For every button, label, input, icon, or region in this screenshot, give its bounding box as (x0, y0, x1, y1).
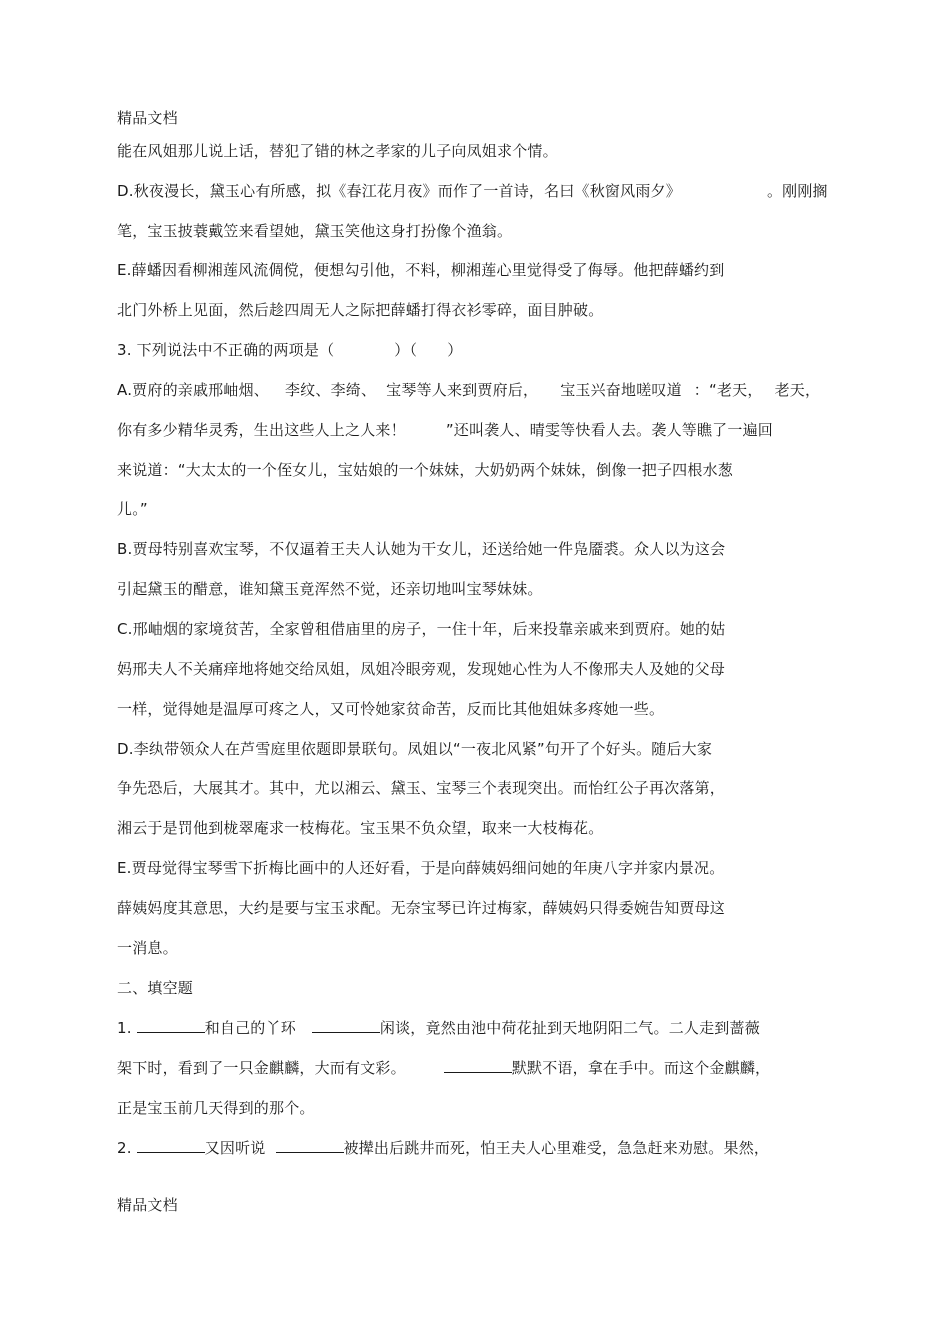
option-d-text-1: D.秋夜漫长，黛玉心有所感，拟《春江花月夜》而作了一首诗，名曰《秋窗风雨夕》 (117, 182, 681, 200)
fill-question-1-line-1: 1. 和自己的丫环 闲谈，竟然由池中荷花扯到天地阴阳二气。二人走到蔷薇 (117, 1019, 760, 1037)
answer-blank[interactable] (137, 1018, 205, 1033)
q3-option-c-line-3: 一样，觉得她是温厚可疼之人，又可怜她家贫命苦，反而比其他姐妹多疼她一些。 (117, 700, 665, 718)
header-watermark: 精品文档 (117, 109, 178, 127)
option-d-text-2: 。刚刚搁 (766, 182, 828, 200)
answer-blank[interactable] (137, 1138, 205, 1153)
fill-question-1-line-2: 架下时，看到了一只金麒麟，大而有文彩。 默默不语，拿在手中。而这个金麒麟， (117, 1059, 771, 1077)
q3-option-d-line-2: 争先恐后，大展其才。其中，尤以湘云、黛玉、宝琴三个表现突出。而怡红公子再次落第， (117, 779, 726, 797)
section-2-title: 二、填空题 (117, 979, 194, 997)
q3-option-c-line-2: 妈邢夫人不关痛痒地将她交给凤姐，凤姐冷眼旁观，发现她心性为人不像邢夫人及她的父母 (117, 660, 726, 678)
q3-option-a-line-1: A.贾府的亲戚邢岫烟、 李纹、李绮、 宝琴等人来到贾府后， 宝玉兴奋地嗟叹道 ：“老天， 老天， (117, 381, 821, 399)
q3-option-e-line-1: E.贾母觉得宝琴雪下折梅比画中的人还好看，于是向薛姨妈细问她的年庚八字并家内景况。 (117, 859, 725, 877)
q3-option-e-line-2: 薛姨妈度其意思，大约是要与宝玉求配。无奈宝琴已许过梅家，薛姨妈只得委婉告知贾母这 (117, 899, 726, 917)
q3-option-a-line-2: 你有多少精华灵秀，生出这些人上之人来！ ”还叫袭人、晴雯等快看人去。袭人等瞧了一遍回 (117, 421, 773, 439)
option-e-line-1: E.薛蟠因看柳湘莲风流倜傥，便想勾引他，不料，柳湘莲心里觉得受了侮辱。他把薛蟠约到 (117, 261, 725, 279)
fill-question-1-line-3: 正是宝玉前几天得到的那个。 (117, 1099, 315, 1117)
question-3-stem: 3. 下列说法中不正确的两项是（ ）（ ） (117, 341, 463, 359)
fill-question-2-line-1: 2. 又因听说 被撵出后跳井而死，怕王夫人心里难受，急急赶来劝慰。果然， (117, 1139, 770, 1157)
q3-option-b-line-1: B.贾母特别喜欢宝琴，不仅逼着王夫人认她为干女儿，还送给她一件凫靥裘。众人以为这会 (117, 540, 726, 558)
answer-blank[interactable] (276, 1138, 344, 1153)
option-d-line-1 (117, 181, 828, 201)
q3-option-a-line-3: 来说道：“大太太的一个侄女儿，宝姑娘的一个妹妹，大奶奶两个妹妹，倒像一把子四根水葱 (117, 461, 733, 479)
q3-option-b-line-2: 引起黛玉的醋意，谁知黛玉竟浑然不觉，还亲切地叫宝琴妹妹。 (117, 580, 543, 598)
q3-option-c-line-1: C.邢岫烟的家境贫苦，全家曾租借庙里的房子，一住十年，后来投靠亲戚来到贾府。她的姑 (117, 620, 726, 638)
q3-option-d-line-3: 湘云于是罚他到栊翠庵求一枝梅花。宝玉果不负众望，取来一大枝梅花。 (117, 819, 604, 837)
q3-option-a-line-4: 儿。” (117, 500, 148, 518)
option-d-line-2: 笔，宝玉披蓑戴笠来看望她，黛玉笑他这身打扮像个渔翁。 (117, 222, 513, 240)
q3-option-e-line-3: 一消息。 (117, 939, 178, 957)
answer-blank[interactable] (312, 1018, 380, 1033)
q3-option-d-line-1: D.李纨带领众人在芦雪庭里依题即景联句。凤姐以“一夜北风紧”句开了个好头。随后大家 (117, 740, 713, 758)
option-e-line-2: 北门外桥上见面，然后趁四周无人之际把薛蟠打得衣衫零碎，面目肿破。 (117, 301, 604, 319)
answer-blank[interactable] (444, 1058, 512, 1073)
option-c-continuation: 能在风姐那儿说上话，替犯了错的林之孝家的儿子向凤姐求个情。 (117, 142, 558, 160)
footer-watermark: 精品文档 (117, 1196, 178, 1214)
